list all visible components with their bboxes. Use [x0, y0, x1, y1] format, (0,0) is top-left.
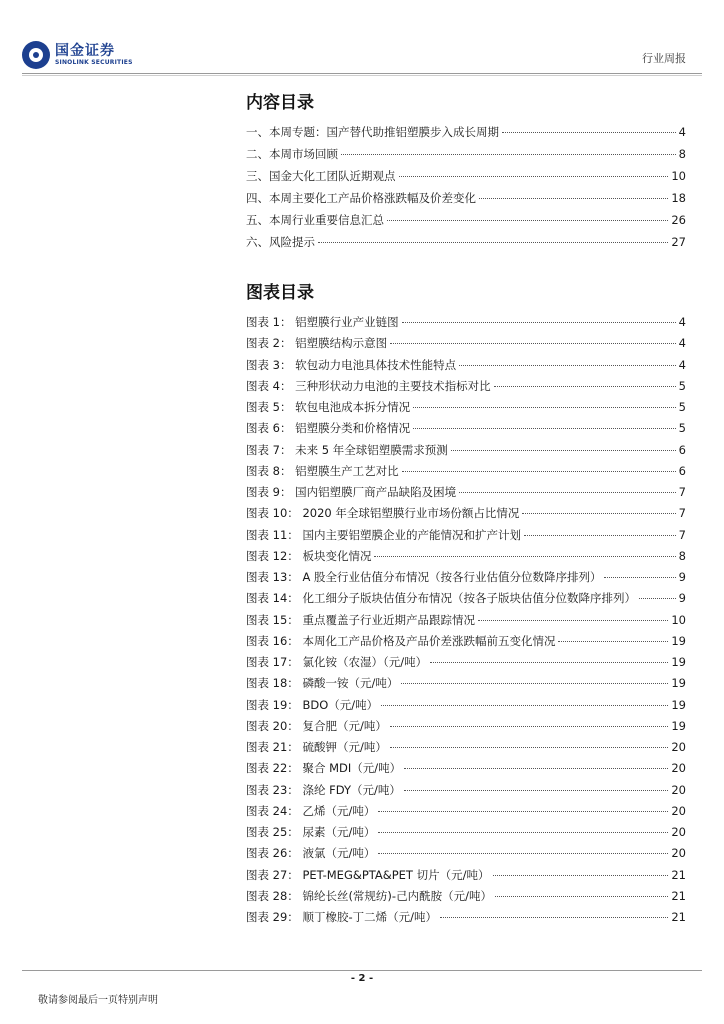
- dot-leader: [639, 598, 676, 599]
- figure-item[interactable]: [246, 442, 686, 463]
- figure-item[interactable]: [246, 803, 686, 824]
- toc-item-label: 二、本周市场回顾: [246, 147, 338, 161]
- figure-item-page: 19: [671, 697, 686, 712]
- figure-item-page: 20: [671, 846, 686, 861]
- figure-item[interactable]: [246, 399, 686, 420]
- figure-item[interactable]: [246, 548, 686, 569]
- figure-item[interactable]: [246, 378, 686, 399]
- figures-list: [246, 314, 686, 930]
- figure-item-page: 20: [671, 803, 686, 818]
- figure-item[interactable]: [246, 867, 686, 888]
- dot-leader: [440, 917, 668, 918]
- dot-leader: [604, 577, 675, 578]
- figure-item-page: 9: [678, 591, 686, 606]
- figure-item-label: 图表 28： 锦纶长丝(常规纺)-己内酰胺（元/吨）: [246, 888, 492, 903]
- dot-leader: [524, 535, 676, 536]
- figure-item-page: 21: [671, 867, 686, 882]
- figure-item-page: 19: [671, 633, 686, 648]
- dot-leader: [401, 683, 668, 684]
- toc-list: [246, 124, 686, 256]
- figure-item-label: 图表 12： 板块变化情况: [246, 548, 372, 563]
- dot-leader: [387, 220, 668, 221]
- dot-leader: [413, 428, 676, 429]
- figure-item-label: 图表 17： 氯化铵（农湿）（元/吨）: [246, 655, 428, 669]
- figure-item-label: 图表 8： 铝塑膜生产工艺对比: [246, 463, 399, 478]
- figure-item-page: 6: [678, 463, 686, 478]
- figure-item-label: 图表 13： A 股全行业估值分布情况（按各行业估值分位数降序排列）: [246, 570, 602, 584]
- contents-page: [246, 90, 686, 930]
- figure-item[interactable]: [246, 888, 686, 909]
- toc-item-label: 六、风险提示: [246, 235, 315, 249]
- dot-leader: [381, 705, 668, 706]
- figure-item[interactable]: [246, 824, 686, 845]
- figure-item-label: 图表 26： 液氯（元/吨）: [246, 846, 376, 861]
- figure-item[interactable]: [246, 718, 686, 739]
- figure-item-page: 5: [678, 400, 686, 414]
- figure-item[interactable]: [246, 739, 686, 760]
- figure-item-label: 图表 23： 涤纶 FDY（元/吨）: [246, 782, 401, 797]
- dot-leader: [402, 322, 676, 323]
- figure-item[interactable]: [246, 314, 686, 335]
- brand-name-cn: 国金证券: [55, 43, 115, 59]
- dot-leader: [413, 407, 676, 408]
- header-divider-secondary: [22, 75, 702, 76]
- figure-item-label: 图表 2： 铝塑膜结构示意图: [246, 336, 388, 351]
- toc-item[interactable]: [246, 190, 686, 212]
- figure-item-page: 5: [678, 378, 686, 393]
- disclaimer-text: 敬请参阅最后一页特别声明: [38, 995, 158, 1006]
- figure-item-label: 图表 16： 本周化工产品价格及产品价差涨跌幅前五变化情况: [246, 633, 556, 648]
- figure-item-label: 图表 4： 三种形状动力电池的主要技术指标对比: [246, 378, 491, 393]
- figure-item-label: 图表 18： 磷酸一铵（元/吨）: [246, 676, 399, 691]
- figure-item[interactable]: [246, 654, 686, 675]
- report-type: 行业周报: [642, 52, 686, 65]
- dot-leader: [399, 176, 669, 177]
- dot-leader: [495, 896, 668, 897]
- figure-item[interactable]: [246, 845, 686, 866]
- toc-title: 内容目录: [246, 93, 314, 113]
- toc-item-label: 三、国金大化工团队近期观点: [246, 169, 396, 183]
- figure-item-label: 图表 10： 2020 年全球铝塑膜行业市场份额占比情况: [246, 506, 520, 521]
- toc-item-label: 五、本周行业重要信息汇总: [246, 213, 384, 227]
- figure-item[interactable]: [246, 697, 686, 718]
- brand-name-en: SINOLINK SECURITIES: [55, 59, 133, 66]
- figure-item-label: 图表 7： 未来 5 年全球铝塑膜需求预测: [246, 442, 448, 457]
- dot-leader: [404, 790, 669, 791]
- logo-icon: [22, 41, 50, 69]
- figure-item[interactable]: [246, 569, 686, 590]
- figure-item[interactable]: [246, 590, 686, 611]
- toc-item-label: 四、本周主要化工产品价格涨跌幅及价差变化: [246, 191, 476, 205]
- figure-item[interactable]: [246, 675, 686, 696]
- toc-item-label: 一、本周专题：国产替代助推铝塑膜步入成长周期: [246, 125, 499, 139]
- footer-divider: [22, 970, 702, 971]
- dot-leader: [459, 365, 676, 366]
- dot-leader: [558, 641, 668, 642]
- figure-item-label: 图表 29： 顺丁橡胶-丁二烯（元/吨）: [246, 910, 437, 924]
- figure-item[interactable]: [246, 357, 686, 378]
- toc-item[interactable]: [246, 212, 686, 234]
- figure-item-label: 图表 15： 重点覆盖子行业近期产品跟踪情况: [246, 612, 475, 627]
- figure-item-label: 图表 22： 聚合 MDI（元/吨）: [246, 761, 402, 776]
- dot-leader: [459, 492, 676, 493]
- dot-leader: [502, 132, 676, 133]
- figure-item-label: 图表 24： 乙烯（元/吨）: [246, 803, 376, 818]
- figure-item-page: 4: [678, 336, 686, 351]
- figure-item-label: 图表 3： 软包动力电池具体技术性能特点: [246, 357, 457, 372]
- header-divider: [22, 73, 702, 74]
- figure-item-page: 7: [678, 506, 686, 521]
- figure-item-page: 4: [678, 357, 686, 372]
- toc-item-page: 8: [678, 147, 686, 161]
- figure-item-label: 图表 9： 国内铝塑膜厂商产品缺陷及困境: [246, 485, 457, 499]
- toc-item-page: 18: [671, 191, 686, 205]
- dot-leader: [402, 471, 676, 472]
- figure-item[interactable]: [246, 909, 686, 930]
- toc-item[interactable]: [246, 124, 686, 146]
- figure-item-page: 7: [678, 485, 686, 499]
- figure-item-label: 图表 27： PET-MEG&PTA&PET 切片（元/吨）: [246, 867, 490, 882]
- dot-leader: [493, 875, 669, 876]
- figure-item-label: 图表 20： 复合肥（元/吨）: [246, 718, 387, 733]
- toc-item[interactable]: [246, 234, 686, 256]
- toc-item-page: 27: [671, 235, 686, 249]
- figure-item[interactable]: [246, 760, 686, 781]
- toc-item[interactable]: [246, 168, 686, 190]
- figure-item[interactable]: [246, 782, 686, 803]
- dot-leader: [451, 450, 676, 451]
- page-number: - 2 -: [350, 973, 374, 984]
- dot-leader: [378, 811, 668, 812]
- figure-item-page: 19: [671, 655, 686, 669]
- dot-leader: [390, 726, 669, 727]
- figure-item-label: 图表 21： 硫酸钾（元/吨）: [246, 740, 387, 754]
- figure-item[interactable]: [246, 612, 686, 633]
- figure-item-page: 21: [671, 910, 686, 924]
- figure-item-label: 图表 6： 铝塑膜分类和价格情况: [246, 421, 411, 436]
- dot-leader: [378, 832, 668, 833]
- toc-item-page: 10: [671, 169, 686, 183]
- figure-item-page: 20: [671, 825, 686, 839]
- figure-item-label: 图表 19： BDO（元/吨）: [246, 697, 379, 712]
- figure-item-page: 20: [671, 782, 686, 797]
- figure-item-page: 8: [678, 548, 686, 563]
- brand-logo: [22, 40, 133, 70]
- toc-item-page: 26: [671, 213, 686, 227]
- dot-leader: [378, 853, 668, 854]
- dot-leader: [522, 513, 675, 514]
- dot-leader: [479, 198, 668, 199]
- dot-leader: [390, 343, 676, 344]
- figure-item-label: 图表 25： 尿素（元/吨）: [246, 825, 376, 839]
- figure-item-page: 19: [671, 718, 686, 733]
- toc-item[interactable]: [246, 146, 686, 168]
- figure-item-page: 6: [678, 442, 686, 457]
- figure-item-page: 20: [671, 740, 686, 754]
- figure-item-page: 21: [671, 888, 686, 903]
- toc-item-page: 4: [678, 125, 686, 139]
- figure-item-label: 图表 14： 化工细分子版块估值分布情况（按各子版块估值分位数降序排列）: [246, 591, 636, 606]
- dot-leader: [404, 768, 668, 769]
- figure-item-label: 图表 1： 铝塑膜行业产业链图: [246, 315, 399, 329]
- figure-item-page: 5: [678, 421, 686, 436]
- figure-item-label: 图表 5： 软包电池成本拆分情况: [246, 400, 411, 414]
- figure-item[interactable]: [246, 505, 686, 526]
- figure-item[interactable]: [246, 420, 686, 441]
- dot-leader: [341, 154, 676, 155]
- figure-item[interactable]: [246, 527, 686, 548]
- figure-item[interactable]: [246, 463, 686, 484]
- dot-leader: [430, 662, 668, 663]
- dot-leader: [390, 747, 669, 748]
- figure-item-page: 20: [671, 761, 686, 776]
- figures-title: 图表目录: [246, 283, 314, 303]
- figure-item[interactable]: [246, 633, 686, 654]
- dot-leader: [494, 386, 676, 387]
- dot-leader: [318, 242, 668, 243]
- figure-item-label: 图表 11： 国内主要铝塑膜企业的产能情况和扩产计划: [246, 527, 521, 542]
- figure-item[interactable]: [246, 335, 686, 356]
- dot-leader: [374, 556, 675, 557]
- figure-item-page: 7: [678, 527, 686, 542]
- dot-leader: [478, 620, 668, 621]
- figure-item[interactable]: [246, 484, 686, 505]
- figure-item-page: 10: [671, 612, 686, 627]
- figure-item-page: 4: [678, 315, 686, 329]
- figure-item-page: 9: [678, 570, 686, 584]
- figure-item-page: 19: [671, 676, 686, 691]
